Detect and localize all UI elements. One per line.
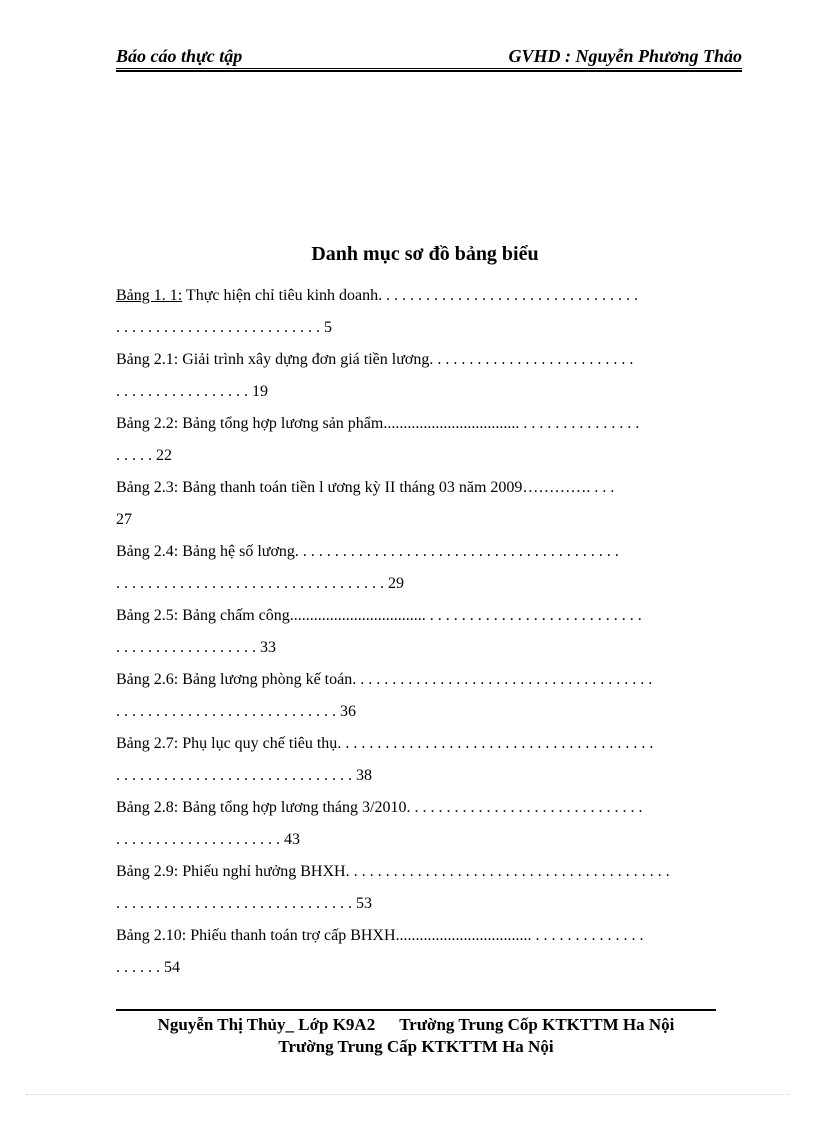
dot-leader: . . . . . . . . . . . . . . . . . . . . . . . . . . . . . . xyxy=(116,767,356,784)
entry-page-number: 33 xyxy=(260,639,276,656)
entry-code: Bảng 2.9: xyxy=(116,863,179,880)
dot-leader: . . . . . . . . . . . . . . . . . . . . . . . . . . . . . . . . . . . . . . . . . xyxy=(345,863,670,880)
dot-leader: . . . . . . . . . . . . . . . . . . . . . . . . . . xyxy=(429,351,634,368)
entry-code: Bảng 2.3: xyxy=(116,479,179,496)
dot-leader: . . . . . . . . . . . . . . . . . . . . . . . . . . xyxy=(116,319,324,336)
entry-page-number: 5 xyxy=(324,319,332,336)
dot-leader: . . . . . . . . . . . . . . . . . . . . . . . . . . . . . . . . . . . . . . . . xyxy=(337,735,654,752)
page-title: Danh mục sơ đồ bảng biểu xyxy=(311,243,539,265)
entry-page-number: 19 xyxy=(252,383,268,400)
toc-entry[interactable] xyxy=(116,280,736,344)
toc-entry[interactable] xyxy=(116,408,736,472)
entry-title: Bảng tổng hợp lương tháng 3/2010 xyxy=(178,799,407,816)
dot-leader: .................................. . . . . . . . . . . . . . . . xyxy=(383,415,640,432)
footer-divider xyxy=(116,1009,716,1011)
entry-title: Thực hiện chỉ tiêu kinh doanh xyxy=(182,287,379,304)
school-name-2: Trường Trung Cấp KTKTTM Ha Nội xyxy=(278,1037,554,1056)
school-name-1: Trường Trung Cốp KTKTTM Ha Nội xyxy=(399,1015,675,1034)
report-title: Báo cáo thực tập xyxy=(116,46,243,66)
dot-leader: . . . . . . . . . . . . . . . . . . . . . xyxy=(116,831,284,848)
entry-code: Bảng 2.4: xyxy=(116,543,179,560)
entry-page-number: 27 xyxy=(116,511,132,528)
entry-code: Bảng 2.5: xyxy=(116,607,179,624)
entry-code: Bảng 2.1: xyxy=(116,351,179,368)
dot-leader: . . . . . . . . . . . . . . . . . . . . . . . . . . . . . . xyxy=(116,895,356,912)
entry-title: Giải trình xây dựng đơn giá tiền lương xyxy=(178,351,430,368)
entry-title: Bảng lương phòng kế toán xyxy=(178,671,353,688)
dot-leader: . . . . . . . . . . . . . . . . . . xyxy=(116,639,260,656)
page-edge xyxy=(26,1094,790,1095)
entry-code: Bảng 2.7: xyxy=(116,735,179,752)
dot-leader: .................................. . . . . . . . . . . . . . . xyxy=(395,927,644,944)
toc-entry[interactable] xyxy=(116,536,736,600)
dot-leader: . . . . . . . . . . . . . . . . . . . . . . . . . . . . . . xyxy=(406,799,643,816)
footer-line-1 xyxy=(116,1014,716,1036)
entry-page-number: 53 xyxy=(356,895,372,912)
dot-leader: . . . . . . xyxy=(116,959,164,976)
entry-page-number: 54 xyxy=(164,959,180,976)
supervisor-name: GVHD : Nguyễn Phương Thảo xyxy=(508,46,742,66)
dot-leader: . . . . . . . . . . . . . . . . . . . . . . . . . . . . . . . . . xyxy=(378,287,639,304)
toc-entry[interactable] xyxy=(116,792,736,856)
entry-code: Bảng 1. 1: xyxy=(116,287,183,304)
entry-title: Bảng chấm công xyxy=(178,607,290,624)
entry-code: Bảng 2.2: xyxy=(116,415,179,432)
toc-entry[interactable] xyxy=(116,600,736,664)
dot-leader: …………. . . . xyxy=(522,479,615,496)
toc-entry[interactable] xyxy=(116,664,736,728)
dot-leader: . . . . . . . . . . . . . . . . . . . . . . . . . . . . . . . . . . xyxy=(116,575,388,592)
toc-entry[interactable] xyxy=(116,728,736,792)
toc-entry[interactable] xyxy=(116,920,736,984)
dot-leader: . . . . . . . . . . . . . . . . . . . . . . . . . . . . xyxy=(116,703,340,720)
entry-code: Bảng 2.8: xyxy=(116,799,179,816)
entry-title: Bảng hệ số lương xyxy=(178,543,295,560)
entry-page-number: 43 xyxy=(284,831,300,848)
header-divider xyxy=(116,68,742,72)
entry-title: Bảng tổng hợp lương sản phẩm xyxy=(178,415,384,432)
page-footer xyxy=(116,1014,716,1058)
dot-leader: . . . . . . . . . . . . . . . . . xyxy=(116,383,252,400)
entry-page-number: 22 xyxy=(156,447,172,464)
dot-leader: . . . . . . . . . . . . . . . . . . . . . . . . . . . . . . . . . . . . . . . . . xyxy=(294,543,619,560)
entry-page-number: 38 xyxy=(356,767,372,784)
dot-leader: .................................. . . . . . . . . . . . . . . . . . . . . . . . . . . . xyxy=(289,607,642,624)
page-header xyxy=(116,44,742,66)
entry-page-number: 29 xyxy=(388,575,404,592)
entry-title: Phụ lục quy chế tiêu thụ xyxy=(178,735,338,752)
entry-title: Phiếu thanh toán trợ cấp BHXH xyxy=(186,927,396,944)
dot-leader: . . . . . . . . . . . . . . . . . . . . . . . . . . . . . . . . . . . . . . xyxy=(352,671,653,688)
dot-leader: . . . . . xyxy=(116,447,156,464)
entry-page-number: 36 xyxy=(340,703,356,720)
entry-code: Bảng 2.10: xyxy=(116,927,187,944)
student-name-class: Nguyễn Thị Thủy_ Lớp K9A2 xyxy=(157,1015,376,1034)
entry-code: Bảng 2.6: xyxy=(116,671,179,688)
entry-title: Bảng thanh toán tiền l ương kỳ II tháng 03 năm 2009 xyxy=(178,479,523,496)
entry-title: Phiếu nghỉ hưởng BHXH xyxy=(178,863,346,880)
toc-entry[interactable] xyxy=(116,344,736,408)
toc-entry[interactable] xyxy=(116,472,736,536)
toc-entry[interactable] xyxy=(116,856,736,920)
